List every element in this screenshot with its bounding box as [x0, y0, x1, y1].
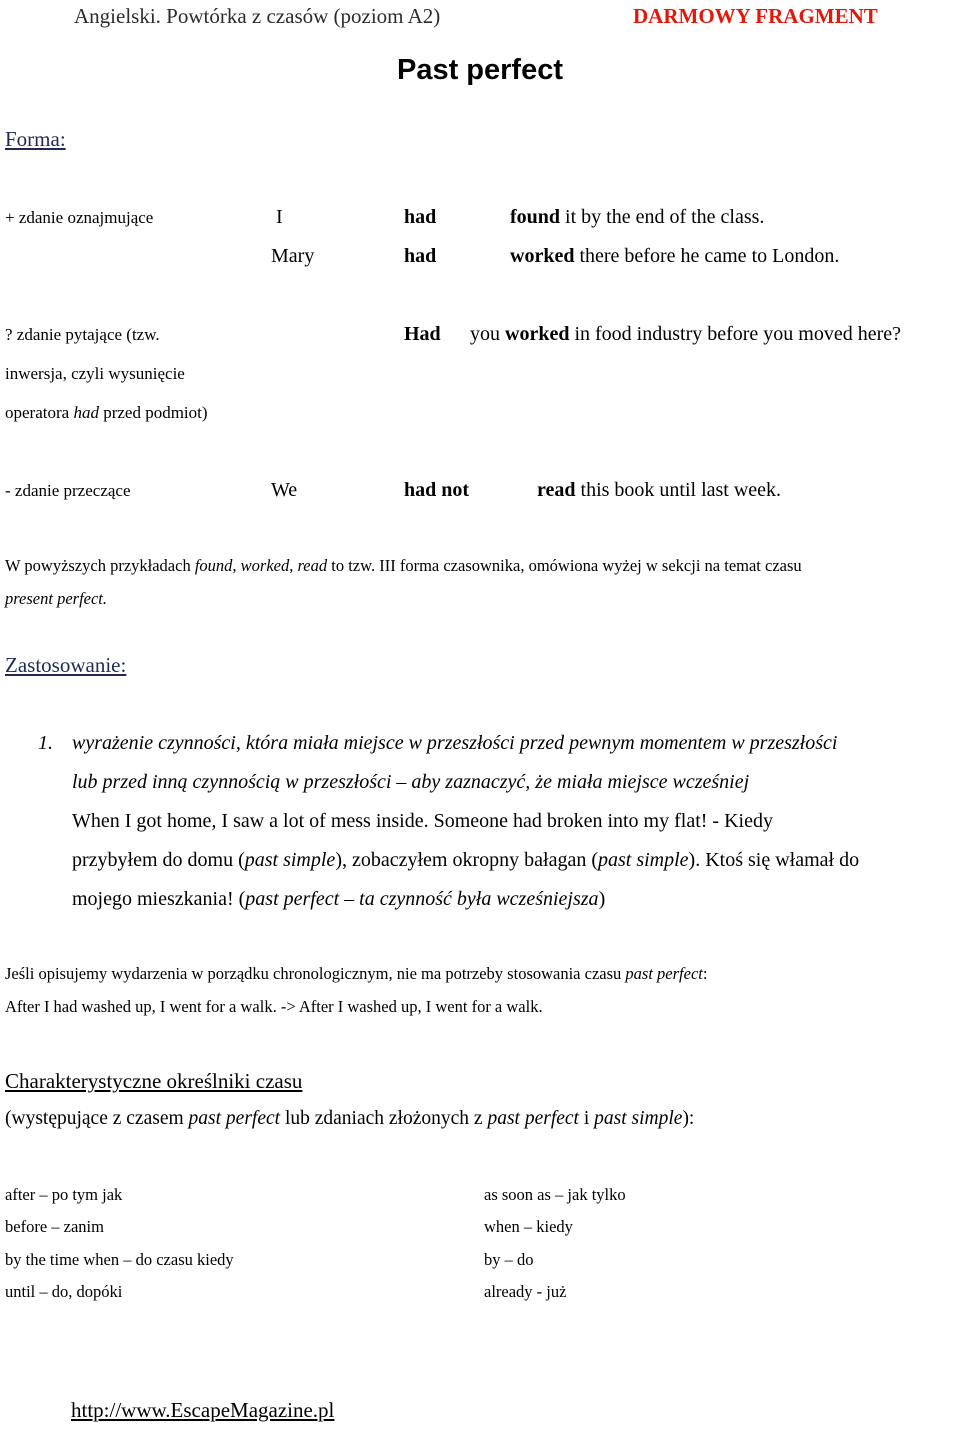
affirmative-aux-2: had: [404, 245, 437, 267]
forma-heading: Forma:: [5, 127, 66, 151]
sentence-rest: this book until last week.: [575, 479, 782, 501]
question-label-line3: [5, 403, 208, 423]
affirmative-subject-1: I: [276, 206, 283, 228]
usage-number: 1.: [38, 732, 53, 754]
negative-subject: We: [271, 479, 298, 501]
affirmative-subject-2: Mary: [271, 245, 315, 267]
sentence-rest: it by the end of the class.: [560, 206, 765, 228]
sentence-pre: you: [470, 323, 505, 345]
chronology-line1: [5, 964, 707, 984]
example-text: ), zobaczyłem okropny bałagan (: [335, 849, 598, 871]
label-text: operatora: [5, 403, 74, 422]
verb: read: [537, 479, 576, 501]
marker-right-4: already - już: [484, 1282, 567, 1301]
chronology-text: Jeśli opisujemy wydarzenia w porządku chronologicznym, nie ma potrzeby stosowania czasu: [5, 964, 626, 983]
free-fragment-label: DARMOWY FRAGMENT: [633, 4, 878, 28]
marker-left-1: after – po tym jak: [5, 1185, 123, 1204]
verb: worked: [510, 245, 575, 267]
forma-note-line2: present perfect.: [5, 589, 108, 608]
footer-link[interactable]: http://www.EscapeMagazine.pl: [71, 1398, 335, 1422]
affirmative-sentence-1: [510, 206, 764, 229]
sub-emphasis: past perfect: [188, 1108, 281, 1129]
example-text: ). Ktoś się włamał do: [688, 849, 860, 871]
chronology-text: :: [702, 964, 708, 983]
usage-desc-line2: lub przed inną czynnością w przeszłości – aby zaznaczyć, że miała miejsce wcześniej: [72, 771, 750, 793]
markers-subheading: [5, 1108, 694, 1130]
sub-text: lub zdaniach złożonych z: [280, 1108, 488, 1129]
note-text: to tzw. III forma czasownika, omówiona wyżej w sekcji na temat czasu: [327, 556, 802, 575]
chronology-emphasis: past perfect: [625, 964, 703, 983]
marker-left-3: by the time when – do czasu kiedy: [5, 1250, 234, 1269]
sub-emphasis: past perfect: [487, 1108, 579, 1129]
marker-left-2: before – zanim: [5, 1217, 104, 1236]
usage-example-line2: [72, 841, 859, 880]
note-text: W powyższych przykładach: [5, 556, 195, 575]
chronology-line2: After I had washed up, I went for a walk. -> After I washed up, I went for a walk.: [5, 997, 543, 1016]
marker-right-2: when – kiedy: [484, 1217, 573, 1236]
example-emphasis: past perfect – ta czynność była wcześniejsza: [245, 888, 599, 910]
example-emphasis: past simple: [597, 849, 689, 871]
question-label-line2: inwersja, czyli wysunięcie: [5, 364, 185, 383]
affirmative-aux-1: had: [404, 206, 437, 228]
negative-aux: had not: [404, 479, 470, 501]
verb: worked: [505, 323, 570, 345]
question-sentence: [470, 323, 901, 346]
usage-example-line1: When I got home, I saw a lot of mess inside. Someone had broken into my flat! - Kiedy: [72, 810, 773, 832]
example-text: ): [598, 888, 606, 910]
marker-left-4: until – do, dopóki: [5, 1282, 123, 1301]
sentence-rest: there before he came to London.: [574, 245, 840, 267]
affirmative-sentence-2: [510, 245, 839, 268]
negative-label: - zdanie przeczące: [5, 481, 131, 500]
page-title: Past perfect: [396, 54, 563, 86]
usage-example-line3: [72, 880, 605, 919]
sub-text: (występujące z czasem: [5, 1108, 189, 1129]
marker-right-3: by – do: [484, 1250, 534, 1269]
label-text: przed podmiot): [98, 403, 208, 422]
sub-text: i: [578, 1108, 595, 1129]
example-text: mojego mieszkania! (: [72, 888, 246, 910]
markers-heading: Charakterystyczne określniki czasu: [5, 1069, 303, 1093]
question-label-line1: ? zdanie pytające (tzw.: [5, 325, 160, 344]
label-emphasis: had: [73, 403, 99, 422]
question-aux: Had: [404, 323, 441, 345]
marker-right-1: as soon as – jak tylko: [484, 1185, 626, 1204]
note-emphasis: found, worked, read: [194, 556, 328, 575]
example-emphasis: past simple: [244, 849, 336, 871]
forma-note-line1: [5, 556, 802, 576]
sub-emphasis: past simple: [594, 1108, 683, 1129]
header-title: Angielski. Powtórka z czasów (poziom A2): [74, 4, 441, 28]
sentence-rest: in food industry before you moved here?: [569, 323, 902, 345]
verb: found: [510, 206, 561, 228]
affirmative-label: + zdanie oznajmujące: [5, 208, 154, 227]
example-text: przybyłem do domu (: [72, 849, 245, 871]
usage-desc-line1: wyrażenie czynności, która miała miejsce w przeszłości przed pewnym momentem w przeszłości: [72, 732, 838, 754]
zastosowanie-heading: Zastosowanie:: [5, 653, 127, 677]
sub-text: ):: [682, 1108, 695, 1129]
negative-sentence: [537, 479, 781, 502]
